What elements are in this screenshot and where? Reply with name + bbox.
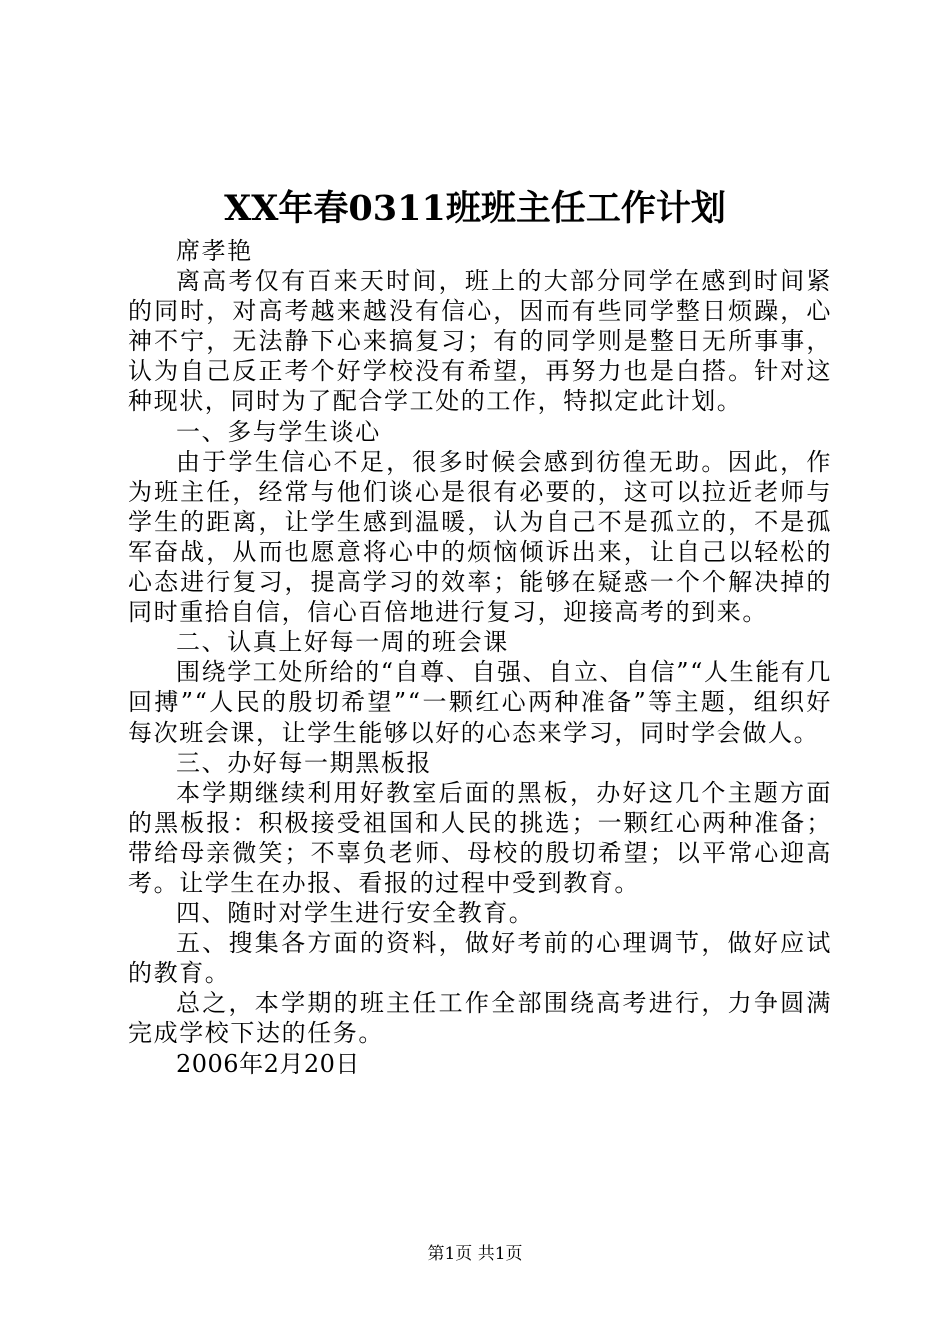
section-paragraph-3: 本学期继续利用好教室后面的黑板，办好这几个主题方面的黑板报：积极接受祖国和人民的挑选；一颗红心两种准备；带给母亲微笑；不辜负老师、母校的殷切希望；以平常心迎高考。让学生在办报、看报的过程中受到教育。 — [128, 778, 832, 897]
section-heading-3: 三、办好每一期黑板报 — [176, 748, 432, 777]
conclusion-paragraph: 总之，本学期的班主任工作全部围绕高考进行，力争圆满完成学校下达的任务。 — [128, 989, 832, 1048]
author-line: 席孝艳 — [176, 237, 253, 265]
section-heading-4: 四、随时对学生进行安全教育。 — [176, 899, 535, 928]
section-heading-5: 五、搜集各方面的资料，做好考前的心理调节，做好应试的教育。 — [128, 929, 832, 988]
section-paragraph-2: 围绕学工处所给的“自尊、自强、自立、自信”“人生能有几回搏”“人民的殷切希望”“一颗红心两种准备”等主题，组织好每次班会课，让学生能够以好的心态来学习，同时学会做人。 — [128, 658, 833, 747]
document-body — [128, 236, 832, 1079]
page-footer: 第1页 共1页 — [427, 1244, 523, 1264]
section-paragraph-1: 由于学生信心不足，很多时候会感到彷徨无助。因此，作为班主任，经常与他们谈心是很有必要的，这可以拉近老师与学生的距离，让学生感到温暖，认为自己不是孤立的，不是孤军奋战，从而也愿意将心中的烦恼倾诉出来，让自己以轻松的心态进行复习，提高学习的效率；能够在疑惑一个个解决掉的同时重拾自信，信心百倍地进行复习，迎接高考的到来。 — [128, 447, 832, 627]
intro-paragraph: 离高考仅有百来天时间，班上的大部分同学在感到时间紧的同时，对高考越来越没有信心，因而有些同学整日烦躁，心神不宁，无法静下心来搞复习；有的同学则是整日无所事事，认为自己反正考个好学校没有希望，再努力也是白搭。针对这种现状，同时为了配合学工处的工作，特拟定此计划。 — [128, 267, 832, 416]
section-heading-1: 一、多与学生谈心 — [176, 417, 381, 446]
section-heading-2: 二、认真上好每一周的班会课 — [176, 628, 509, 657]
document-title: XX年春0311班班主任工作计划 — [224, 188, 726, 229]
document-date: 2006年2月20日 — [176, 1049, 360, 1078]
